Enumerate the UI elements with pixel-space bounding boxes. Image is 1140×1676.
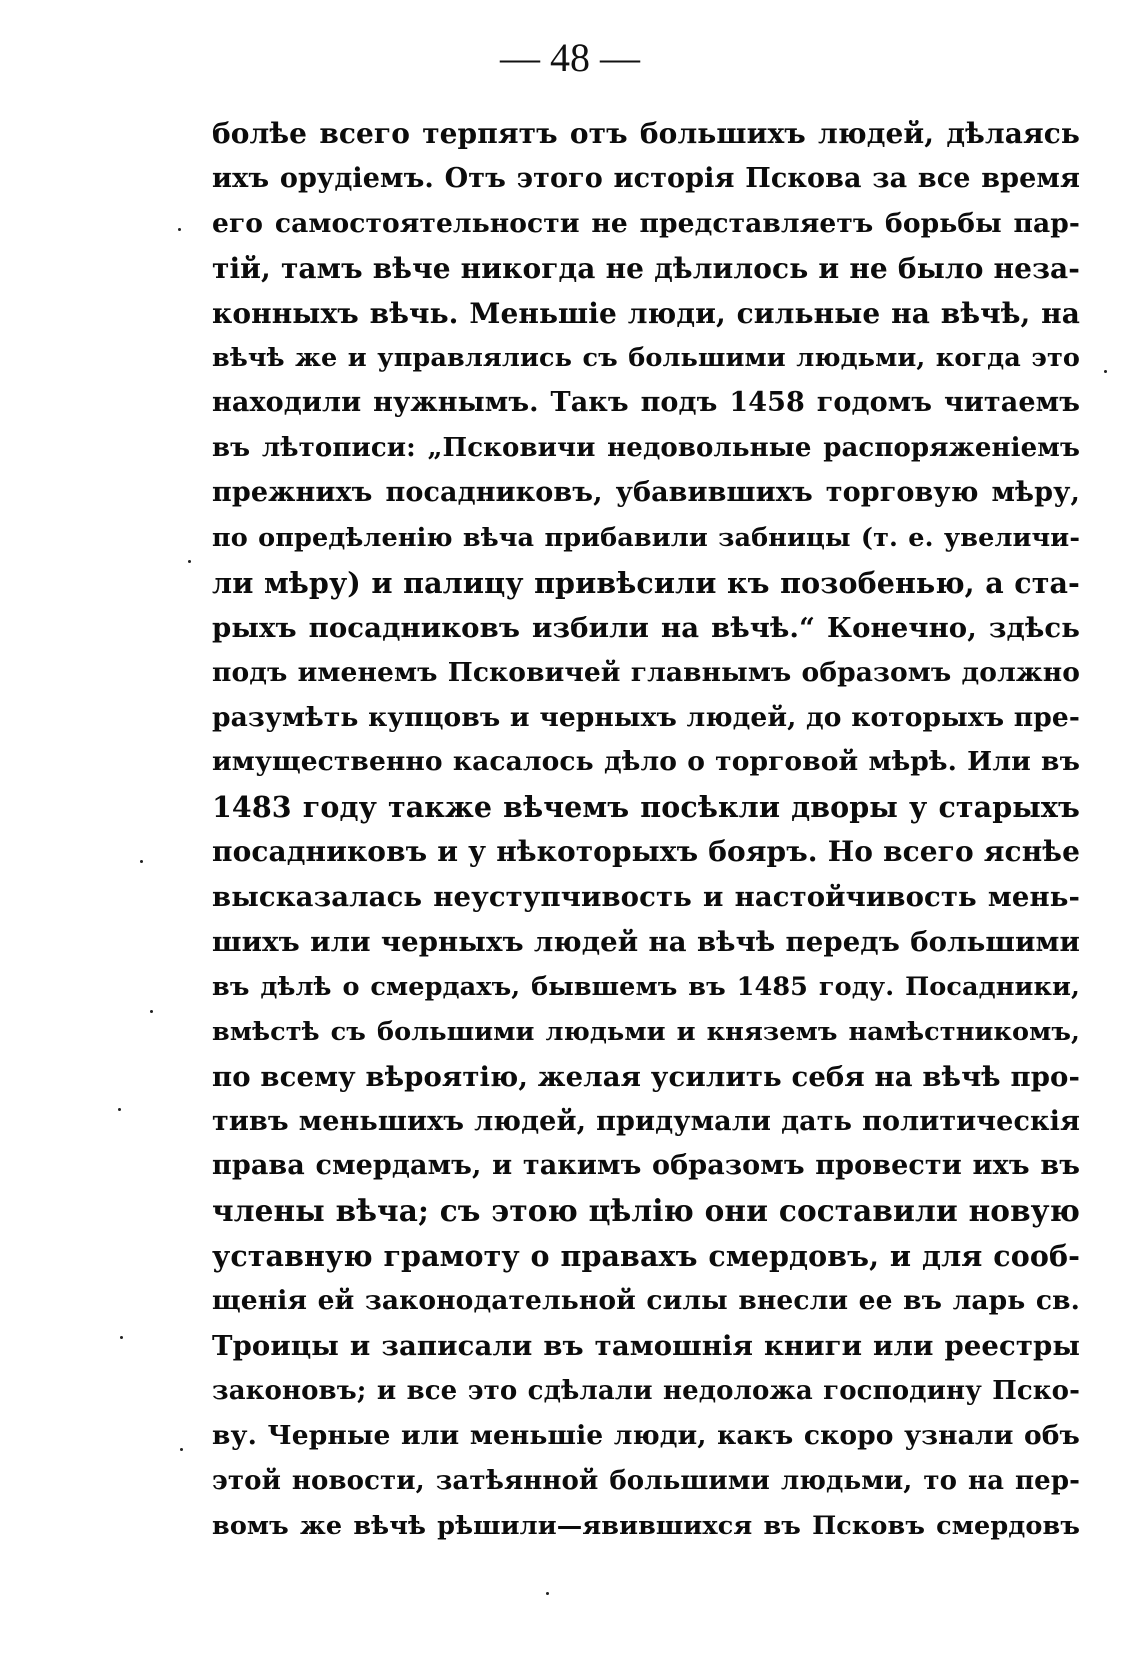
text-line: подъ именемъ Псковичей главнымъ образомъ должно [212,656,1080,688]
text-line: конныхъ вѣчь. Меньшіе люди, сильные на вѣчѣ, на [212,296,1080,330]
text-line: члены вѣча; съ этою цѣлію они составили новую [212,1193,1080,1229]
scan-speck [150,1010,153,1013]
scan-speck [120,1336,123,1339]
text-line: Троицы и записали въ тамошнія книги или реестры [212,1330,1080,1363]
text-line: прежнихъ посадниковъ, убавившихъ торговую мѣру, [212,477,1080,509]
text-line: въ лѣтописи: „Псковичи недовольные распоряженіемъ [212,433,1080,464]
page-number: — 48 — [500,35,640,80]
scan-speck [118,1108,121,1111]
text-line: въ дѣлѣ о смердахъ, бывшемъ въ 1485 году. Посадники, [212,971,1080,1002]
text-line: шихъ или черныхъ людей на вѣчѣ передъ большими [212,926,1080,959]
text-line: ли мѣру) и палицу привѣсили къ позобенью, а ста- [212,565,1080,600]
text-line: по опредѣленію вѣча прибавили забницы (т. е. увеличи- [212,523,1080,554]
scan-speck [178,228,181,231]
text-line: его самостоятельности не представляетъ борьбы пар- [212,207,1080,239]
text-line: разумѣть купцовъ и черныхъ людей, до которыхъ пре- [212,701,1080,733]
body-text [212,112,1080,1549]
text-line: посадниковъ и у нѣкоторыхъ бояръ. Но всего яснѣе [212,835,1080,869]
text-line: болѣе всего терпятъ отъ большихъ людей, дѣлаясь [212,117,1080,150]
text-line: законовъ; и все это сдѣлали недоложа господину Пско- [212,1375,1080,1406]
scan-speck [188,560,191,563]
text-line: щенія ей законодательной силы внесли ее въ ларь св. [212,1285,1080,1317]
text-line: вмѣстѣ съ большими людьми и княземъ намѣстникомъ, [212,1016,1080,1047]
text-line: вѣчѣ же и управлялись съ большими людьми, когда это [212,343,1080,374]
scan-speck [180,1448,183,1451]
text-line: тій, тамъ вѣче никогда не дѣлилось и не было неза- [212,251,1080,285]
text-line: высказалась неуступчивость и настойчивость мень- [212,881,1080,914]
scan-speck [546,1592,549,1595]
text-line: права смердамъ, и такимъ образомъ провести ихъ въ [212,1150,1080,1182]
text-line: ву. Черные или меньшіе люди, какъ скоро узнали объ [212,1419,1080,1451]
text-line: 1483 году также вѣчемъ посѣкли дворы у старыхъ [212,790,1080,825]
text-line: уставную грамоту о правахъ смердовъ, и для сооб- [212,1239,1080,1274]
text-line: имущественно касалось дѣло о торговой мѣрѣ. Или въ [212,746,1080,778]
text-line: этой новости, затѣянной большими людьми, то на пер- [212,1465,1080,1496]
text-line: вомъ же вѣчѣ рѣшили—явившихся въ Псковъ смердовъ [212,1510,1080,1541]
text-line: по всему вѣроятію, желая усилить себя на вѣчѣ про- [212,1060,1080,1093]
text-line: рыхъ посадниковъ избили на вѣчѣ.“ Конечно, здѣсь [212,611,1080,644]
text-line: ихъ орудіемъ. Отъ этого исторія Пскова за все время [212,162,1080,194]
scan-speck [140,860,143,863]
scan-speck [1104,370,1107,373]
text-line: тивъ меньшихъ людей, придумали дать политическія [212,1105,1080,1137]
text-line: находили нужнымъ. Такъ подъ 1458 годомъ читаемъ [212,387,1080,419]
